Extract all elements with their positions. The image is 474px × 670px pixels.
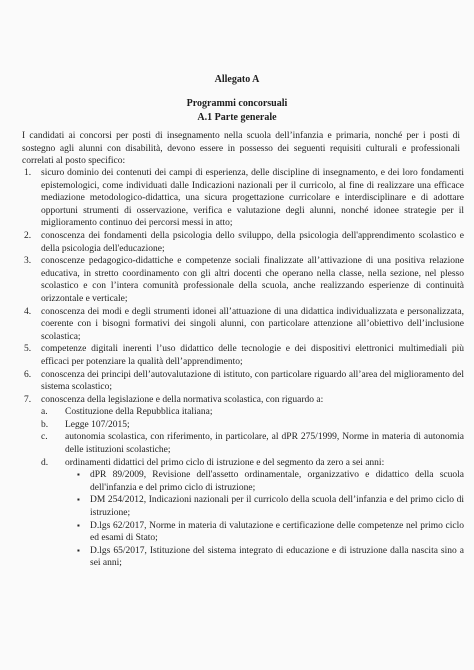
bullet-item [65, 520, 464, 545]
sublist-item [41, 406, 464, 419]
item-text: competenze digitali inerenti l’uso didattico delle tecnologie e dei dispositivi elettronici multimediali più efficaci per potenziare la qualità dell’apprendimento; [41, 344, 464, 367]
programs-title: Programmi concorsuali [186, 98, 288, 109]
list-item [16, 343, 464, 368]
list-item [16, 230, 464, 255]
square-bullet-icon: ▪ [77, 520, 80, 530]
item-text: conoscenze pedagogico-didattiche e competenze sociali finalizzate all’attivazione di una positiva relazione educativa, in stretto coordinamento con gli altri docenti che operano nella classe, nella sezione, nel plesso scolastico e con l’intera comunità professionale della scuola, anche realizzando esperienze di continuità orizzontale e verticale; [41, 256, 464, 304]
item-text: conoscenza della legislazione e della normativa scolastica, con riguardo a: [41, 394, 324, 405]
sub-letter: d. [41, 457, 49, 468]
item-number: 5. [24, 344, 32, 355]
item-number: 6. [24, 369, 32, 380]
section-title: A.1 Parte generale [197, 112, 277, 123]
sub-letter: a. [41, 407, 48, 418]
bullet-text: dPR 89/2009, Revisione dell'assetto ordinamentale, organizzativo e didattico della scuola dell'infanzia e del primo ciclo di istruzione; [90, 470, 464, 493]
attachment-title: Allegato A [214, 74, 260, 85]
square-bullet-icon: ▪ [77, 545, 80, 555]
item-number: 1. [24, 168, 32, 178]
bullet-item [65, 545, 464, 570]
item-text: conoscenza dei principi dell’autovalutazione di istituto, con particolare riguardo all’area del miglioramento del sistema scolastico; [41, 369, 464, 393]
legislation-sublist [41, 406, 464, 570]
bullet-text: DM 254/2012, Indicazioni nazionali per il curricolo della scuola dell’infanzia e del primo ciclo di istruzione; [90, 495, 464, 519]
requirements-list [16, 167, 464, 570]
bullet-item [65, 469, 464, 494]
square-bullet-icon: ▪ [77, 470, 80, 480]
sublist-item [41, 431, 464, 456]
intro-paragraph: I candidati ai concorsi per posti di insegnamento nella scuola dell’infanzia e primaria, nonché per i posti di sostegno agli alunni con disabilità, devono essere in possesso dei seguenti requisiti culturali e professionali correlati al posto specifico: [22, 131, 460, 167]
list-item [16, 167, 464, 230]
sub-text: Costituzione della Repubblica italiana; [65, 407, 213, 418]
sub-text: ordinamenti didattici del primo ciclo di istruzione e del segmento da zero a sei anni: [65, 457, 385, 468]
sublist-item [41, 457, 464, 570]
item-number: 4. [24, 306, 32, 317]
sublist-item [41, 419, 464, 432]
item-number: 2. [24, 230, 32, 241]
item-text: sicuro dominio dei contenuti dei campi di esperienza, delle discipline di insegnamento, e dei loro fondamenti epistemologici, come individuati dalle Indicazioni nazionali per il curricolo, al fine di realizzare una efficace mediazione metodologico-didattica, una sicura progettazione curricolare e interdisciplinare e di adottare opportuni strumenti di osservazione, verifica e valutazione degli alunni, nonché idonee strategie per il miglioramento continuo dei percorsi messi in atto; [41, 168, 464, 229]
ordinamenti-bullet-list [65, 469, 464, 570]
sub-letter: b. [41, 419, 49, 430]
item-text: conoscenza dei modi e degli strumenti idonei all’attuazione di una didattica individualizzata e personalizzata, coerente con i bisogni formativi dei singoli alunni, con particolare attenzione all’obiettivo dell’inclusione scolastica; [41, 306, 464, 342]
bullet-text: D.lgs 62/2017, Norme in materia di valutazione e certificazione delle competenze nel primo ciclo ed esami di Stato; [90, 520, 464, 544]
list-item [16, 394, 464, 570]
square-bullet-icon: ▪ [77, 495, 80, 505]
item-number: 7. [24, 394, 32, 405]
bullet-text: D.lgs 65/2017, Istituzione del sistema integrato di educazione e di istruzione dalla nascita sino a sei anni; [90, 545, 464, 569]
list-item [16, 306, 464, 344]
sub-text: autonomia scolastica, con riferimento, in particolare, al dPR 275/1999, Norme in materia di autonomia delle istituzioni scolastiche; [65, 432, 464, 456]
item-text: conoscenza dei fondamenti della psicologia dello sviluppo, della psicologia dell'apprendimento scolastico e della psicologia dell'educazione; [41, 230, 464, 254]
list-item [16, 255, 464, 305]
item-number: 3. [24, 256, 32, 267]
sub-letter: c. [41, 432, 48, 443]
sub-text: Legge 107/2015; [65, 419, 130, 430]
bullet-item [65, 494, 464, 519]
list-item [16, 369, 464, 394]
